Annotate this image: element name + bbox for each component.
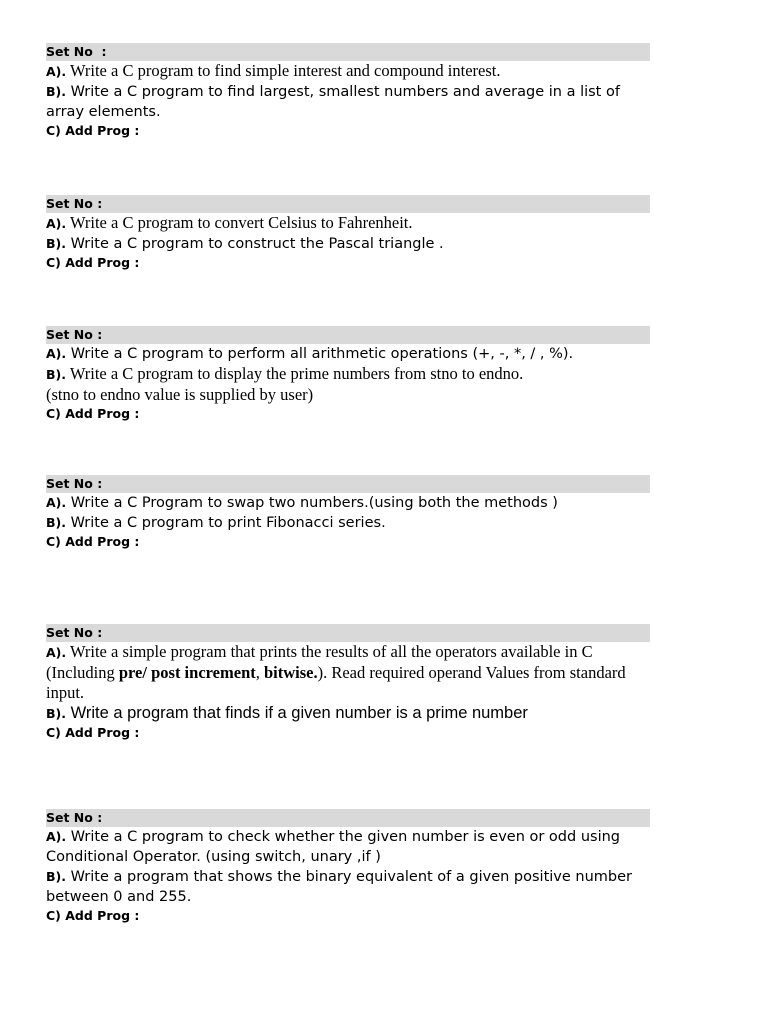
- set-block-1: [46, 43, 650, 140]
- question-text-bold: bitwise.: [263, 663, 318, 682]
- question-b: [46, 82, 650, 122]
- add-prog-label: C) Add Prog :: [46, 534, 140, 549]
- set-block-2: [46, 195, 650, 272]
- add-prog-label: C) Add Prog :: [46, 908, 140, 923]
- question-a: [46, 213, 650, 234]
- question-b: [46, 513, 650, 533]
- question-label: B).: [46, 869, 66, 884]
- question-a: [46, 344, 650, 364]
- question-text: Write a C program to find largest, smallest numbers and average in a list of array elements.: [46, 84, 620, 120]
- question-text: ,: [255, 663, 264, 682]
- question-a: [46, 827, 650, 867]
- question-text: Write a C program to find simple interest and compound interest.: [66, 61, 501, 80]
- set-header: Set No :: [46, 475, 650, 493]
- question-label: B).: [46, 367, 66, 382]
- question-label: B).: [46, 706, 66, 721]
- set-header: Set No :: [46, 326, 650, 344]
- question-text-bold: pre/ post increment: [118, 663, 256, 682]
- add-prog-label: C) Add Prog :: [46, 123, 140, 138]
- question-label: A).: [46, 64, 67, 79]
- set-header: Set No :: [46, 43, 650, 61]
- add-prog-label: C) Add Prog :: [46, 406, 140, 421]
- set-block-5: [46, 624, 650, 742]
- question-label: B).: [46, 236, 66, 251]
- question-b-note: (stno to endno value is supplied by user): [46, 385, 314, 404]
- set-block-6: [46, 809, 650, 925]
- question-label: A).: [46, 216, 67, 231]
- question-text: Write a simple program that prints the results of all the operators available in C (Including: [46, 642, 593, 682]
- question-text: Write a program that shows the binary equivalent of a given positive number between 0 and 255.: [46, 869, 632, 905]
- question-label: B).: [46, 515, 66, 530]
- question-text: Write a C Program to swap two numbers.(using both the methods ): [66, 495, 558, 511]
- set-header: Set No :: [46, 809, 650, 827]
- question-b: [46, 703, 650, 724]
- add-prog-label: C) Add Prog :: [46, 725, 140, 740]
- set-header: Set No :: [46, 195, 650, 213]
- question-text: Write a C program to construct the Pascal triangle .: [66, 236, 444, 252]
- question-label: A).: [46, 645, 67, 660]
- question-b: [46, 234, 650, 254]
- question-label: A).: [46, 346, 67, 361]
- question-a: [46, 642, 650, 703]
- question-b: [46, 867, 650, 907]
- set-block-3: [46, 326, 650, 423]
- question-b: [46, 364, 650, 385]
- question-text: Write a C program to perform all arithmetic operations (+, -, *, / , %).: [66, 346, 574, 362]
- question-text: Write a C program to print Fibonacci series.: [66, 515, 386, 531]
- question-text: Write a program that finds if a given number is a prime number: [66, 704, 528, 722]
- question-text: Write a C program to convert Celsius to Fahrenheit.: [66, 213, 413, 232]
- set-header: Set No :: [46, 624, 650, 642]
- set-block-4: [46, 475, 650, 551]
- question-text: Write a C program to check whether the given number is even or odd using Conditional Operator. (using switch, unary ,if ): [46, 829, 620, 865]
- question-label: A).: [46, 495, 67, 510]
- question-a: [46, 493, 650, 513]
- question-label: A).: [46, 829, 67, 844]
- question-label: B).: [46, 84, 66, 99]
- question-text: ). Read required operand Values from standard input.: [46, 663, 626, 702]
- question-a: [46, 61, 650, 82]
- question-text: Write a C program to display the prime numbers from stno to endno.: [66, 364, 524, 383]
- add-prog-label: C) Add Prog :: [46, 255, 140, 270]
